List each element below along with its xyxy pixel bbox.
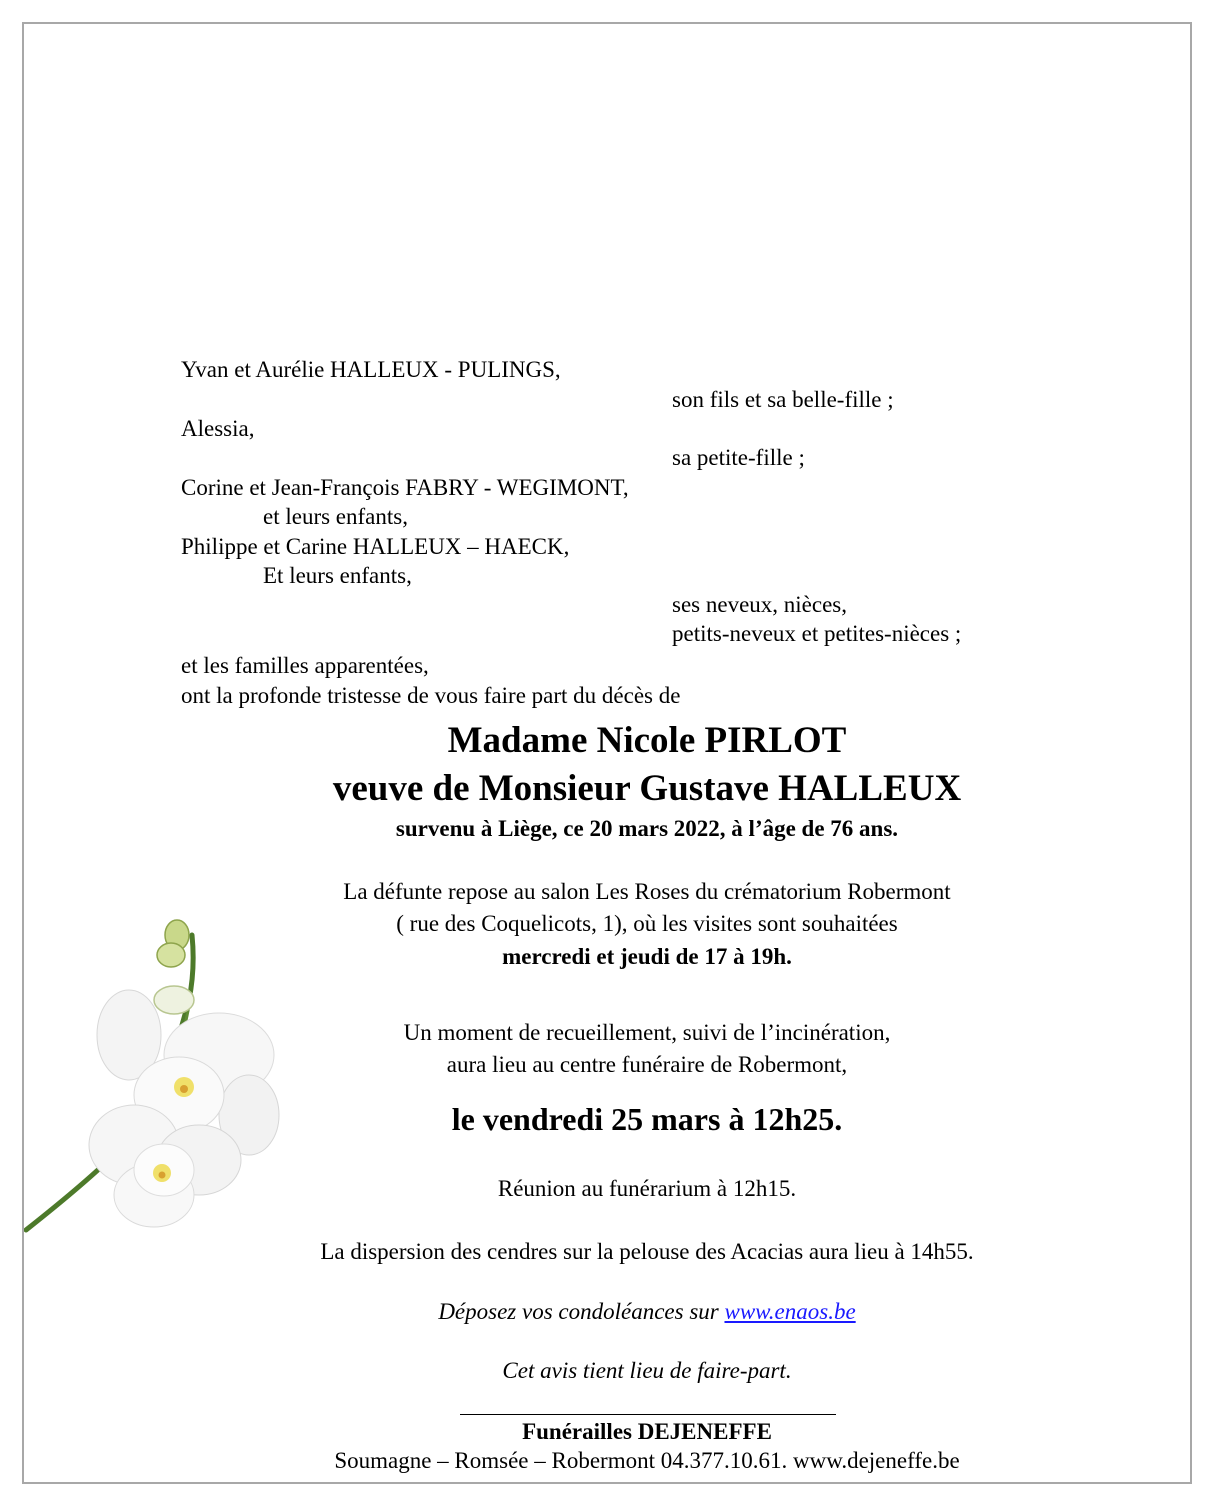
family-line-3: Corine et Jean-François FABRY - WEGIMONT,: [181, 475, 629, 500]
family-line-3-sub: et leurs enfants,: [263, 504, 408, 529]
footer-contact: Soumagne – Romsée – Robermont 04.377.10.61. www.dejeneffe.be: [334, 1448, 960, 1473]
condolences-line: [40, 1298, 1214, 1326]
ceremony-dispersion: La dispersion des cendres sur la pelouse des Acacias aura lieu à 14h55.: [320, 1239, 974, 1264]
visitation-line-1: La défunte repose au salon Les Roses du crématorium Robermont: [343, 879, 951, 904]
family-line-4: Philippe et Carine HALLEUX – HAECK,: [181, 534, 570, 559]
ceremony-datetime: le vendredi 25 mars à 12h25.: [451, 1101, 843, 1137]
visitation-hours: mercredi et jeudi de 17 à 19h.: [502, 944, 792, 969]
family-relation-3a: ses neveux, nièces,: [672, 592, 847, 617]
orchid-icon: [24, 905, 324, 1285]
deceased-death-info: survenu à Liège, ce 20 mars 2022, à l’âge de 76 ans.: [395, 816, 899, 841]
ceremony-line-2: aura lieu au centre funéraire de Robermont,: [446, 1052, 848, 1077]
family-line-2: Alessia,: [181, 416, 255, 441]
notice-line: Cet avis tient lieu de faire-part.: [502, 1358, 792, 1383]
deceased-widow-of: veuve de Monsieur Gustave HALLEUX: [332, 768, 962, 809]
ceremony-meeting: Réunion au funérarium à 12h15.: [497, 1176, 797, 1201]
family-line-4-sub: Et leurs enfants,: [263, 563, 412, 588]
condolences-prefix: Déposez vos condoléances sur: [438, 1299, 725, 1324]
visitation-line-2: ( rue des Coquelicots, 1), où les visites sont souhaitées: [396, 911, 898, 936]
family-relation-2: sa petite-fille ;: [672, 445, 805, 470]
condolences-link[interactable]: www.enaos.be: [724, 1299, 856, 1324]
deceased-name: Madame Nicole PIRLOT: [447, 720, 847, 761]
family-relation-3b: petits-neveux et petites-nièces ;: [672, 621, 962, 646]
family-line-1: Yvan et Aurélie HALLEUX - PULINGS,: [181, 357, 561, 382]
ceremony-line-1: Un moment de recueillement, suivi de l’incinération,: [403, 1020, 891, 1045]
footer-divider: [460, 1414, 836, 1415]
family-closing-2: ont la profonde tristesse de vous faire part du décès de: [181, 683, 681, 708]
family-closing-1: et les familles apparentées,: [181, 653, 429, 678]
footer-company: Funérailles DEJENEFFE: [522, 1419, 772, 1444]
family-relation-1: son fils et sa belle-fille ;: [672, 387, 894, 412]
